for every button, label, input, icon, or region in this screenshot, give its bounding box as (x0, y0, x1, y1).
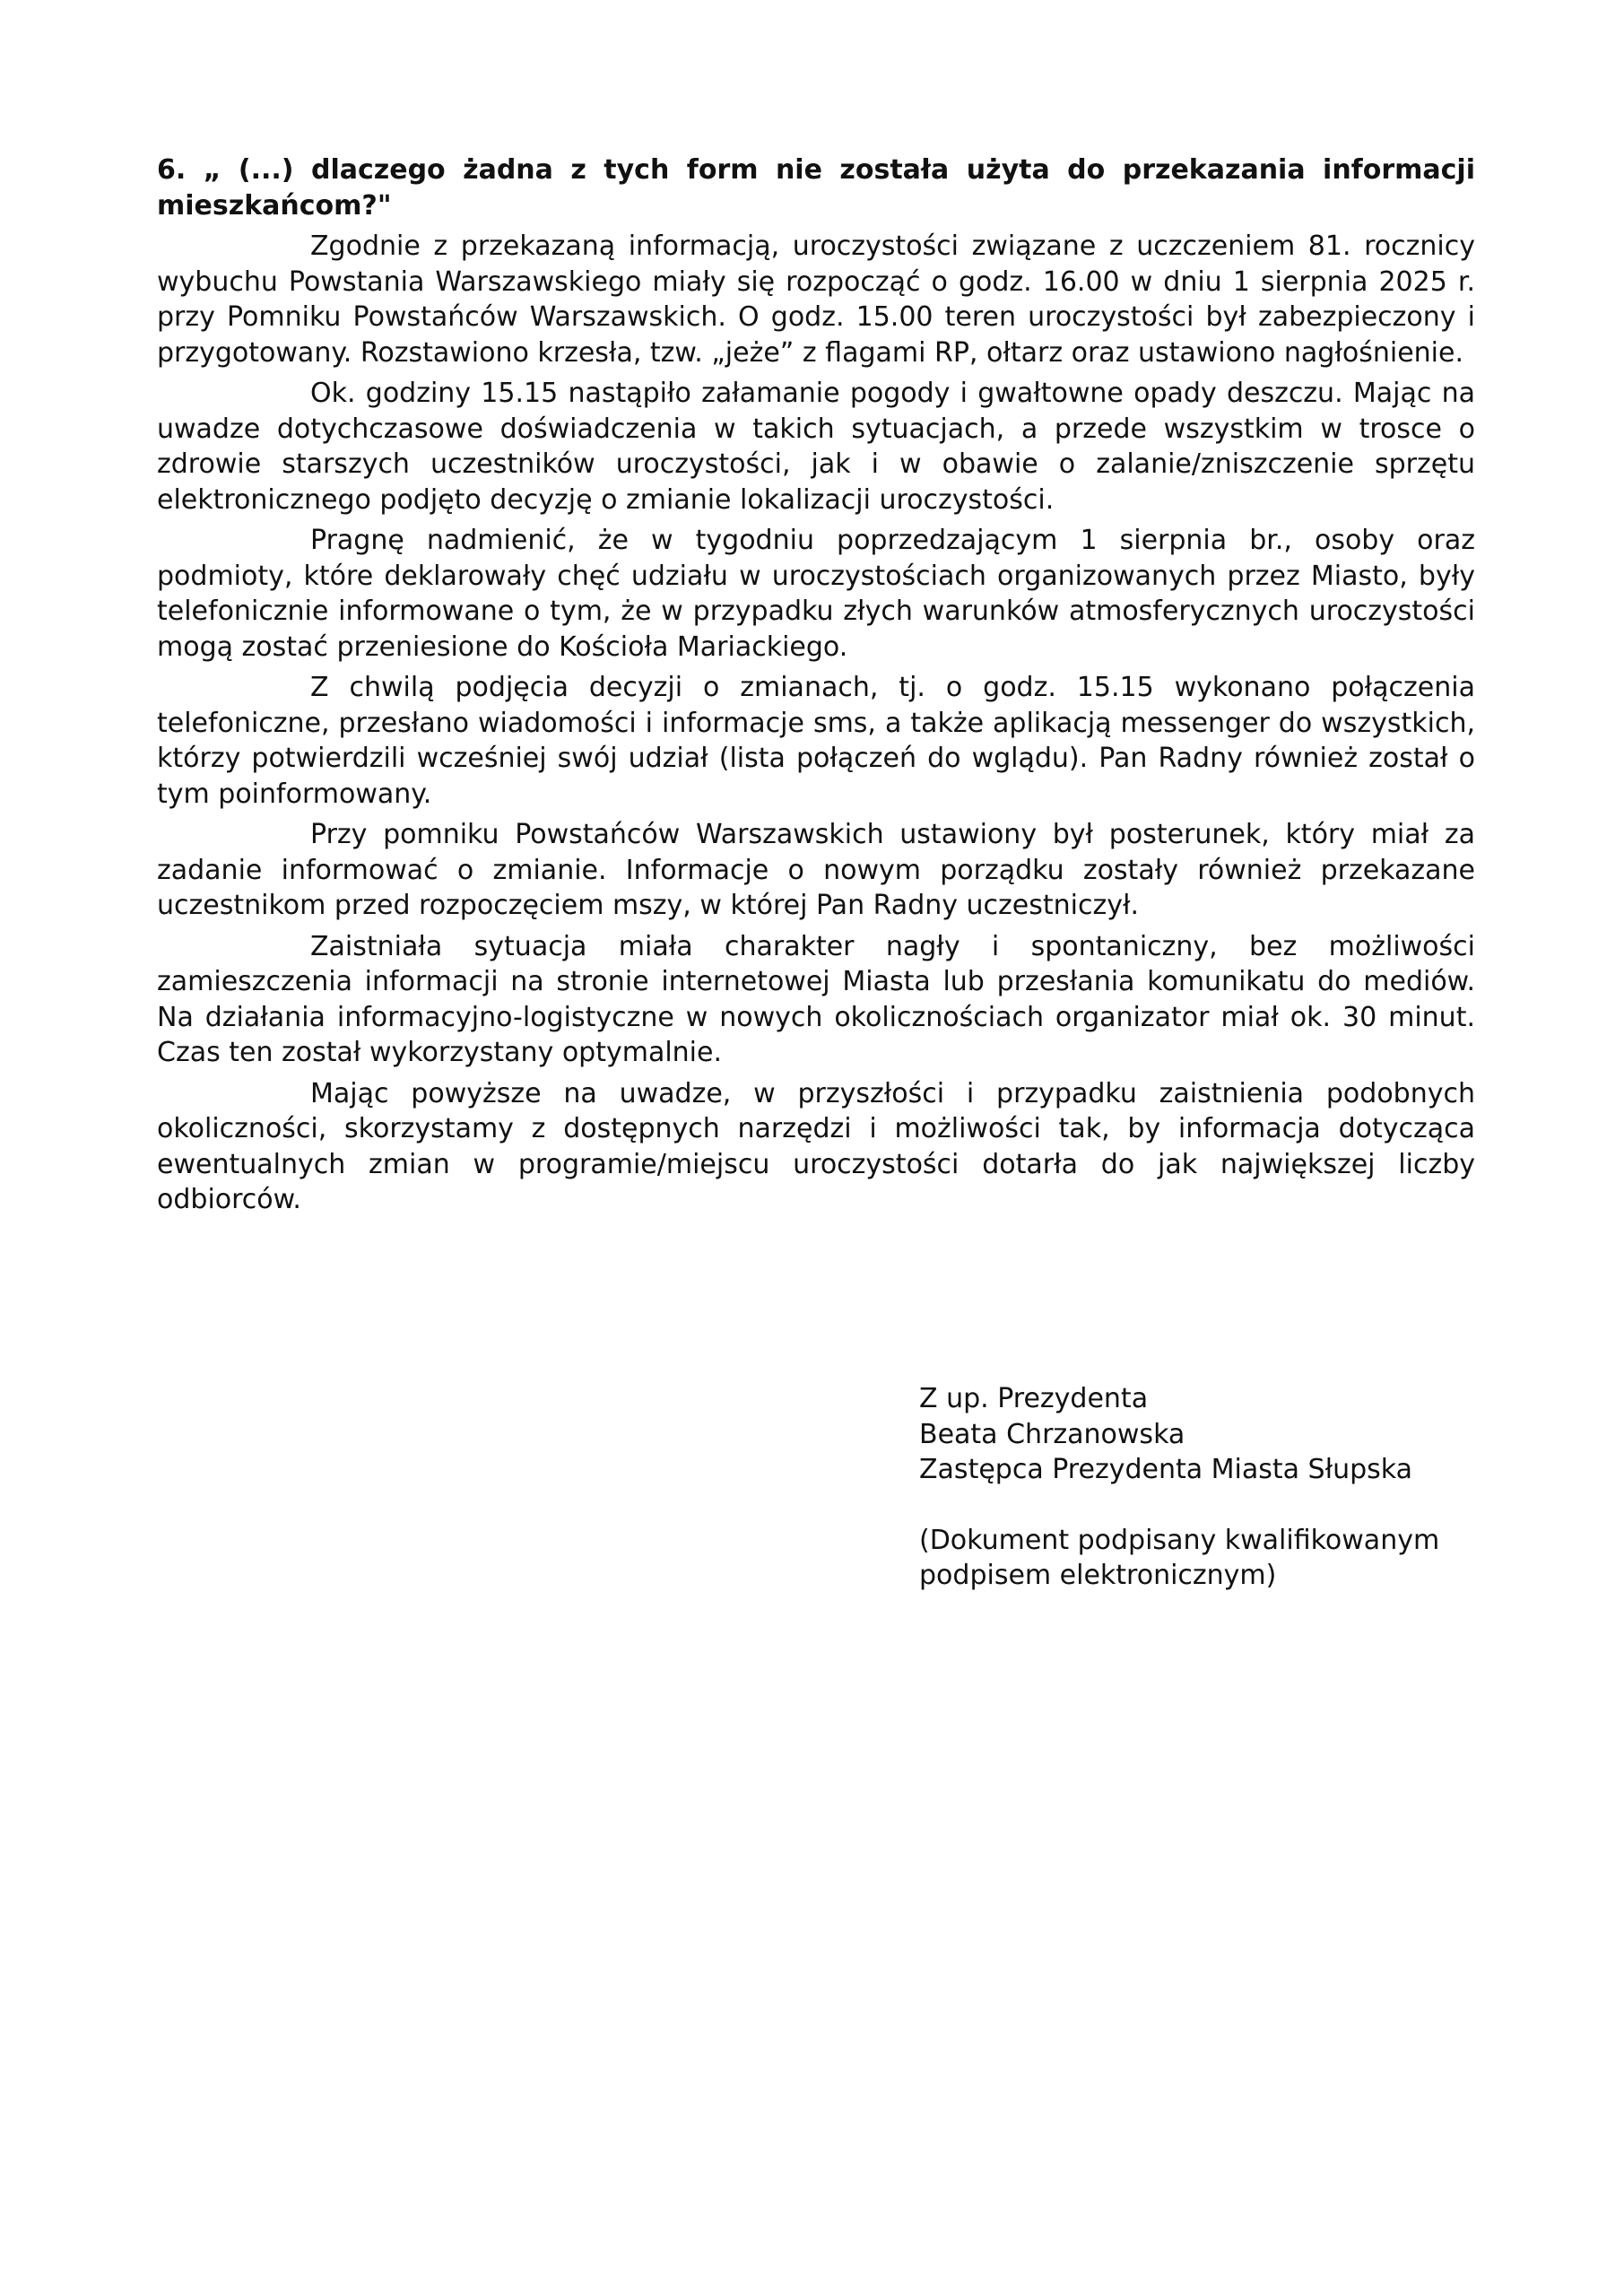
paragraph-2: Ok. godziny 15.15 nastąpiło załamanie pogody i gwałtowne opady deszczu. Mając na uwadze dotychczasowe doświadczenia w takich sytuacjach, a przede wszystkim w trosce o zdrowie starszych uczestników uroczystości, jak i w obawie o zalanie/zniszczenie sprzętu elektronicznego podjęto decyzję o zmianie lokalizacji uroczystości. (157, 378, 1475, 516)
signature-title: Zastępca Prezydenta Miasta Słupska (919, 1454, 1413, 1485)
paragraph-5: Przy pomniku Powstańców Warszawskich ustawiony był posterunek, który miał za zadanie informować o zmianie. Informacje o nowym porządku zostały również przekazane uczestnikom przed rozpoczęciem mszy, w której Pan Radny uczestniczył. (157, 819, 1475, 921)
signature-note-line-2: podpisem elektronicznym) (919, 1560, 1277, 1591)
paragraph-7: Mając powyższe na uwadze, w przyszłości i przypadku zaistnienia podobnych okoliczności, skorzystamy z dostępnych narzędzi i możliwości tak, by informacja dotycząca ewentualnych zmian w programie/miejscu uroczystości dotarła do jak największej liczby odbiorców. (157, 1077, 1475, 1215)
signature-name: Beata Chrzanowska (919, 1418, 1185, 1450)
document-body (157, 152, 1475, 1223)
paragraph-4: Z chwilą podjęcia decyzji o zmianach, tj. o godz. 15.15 wykonano połączenia telefoniczne, przesłano wiadomości i informacje sms, a także aplikacją messenger do wszystkich, którzy potwierdzili wcześniej swój udział (lista połączeń do wglądu). Pan Radny również został o tym poinformowany. (157, 672, 1475, 810)
signature-on-behalf: Z up. Prezydenta (919, 1383, 1149, 1414)
paragraph-3: Pragnę nadmienić, że w tygodniu poprzedzającym 1 sierpnia br., osoby oraz podmioty, które deklarowały chęć udziału w uroczystościach organizowanych przez Miasto, były telefonicznie informowane o tym, że w przypadku złych warunków atmosferycznych uroczystości mogą zostać przeniesione do Kościoła Mariackiego. (157, 525, 1475, 663)
signature-note-line-1: (Dokument podpisany kwalifikowanym (919, 1524, 1440, 1556)
paragraph-6: Zaistniała sytuacja miała charakter nagły i spontaniczny, bez możliwości zamieszczenia informacji na stronie internetowej Miasta lub przesłania komunikatu do mediów. Na działania informacyjno-logistyczne w nowych okolicznościach organizator miał ok. 30 minut. Czas ten został wykorzystany optymalnie. (157, 930, 1475, 1068)
paragraph-1: Zgodnie z przekazaną informacją, uroczystości związane z uczczeniem 81. rocznicy wybuchu Powstania Warszawskiego miały się rozpocząć o godz. 16.00 w dniu 1 sierpnia 2025 r. przy Pomniku Powstańców Warszawskich. O godz. 15.00 teren uroczystości był zabezpieczony i przygotowany. Rozstawiono krzesła, tzw. „jeże” z flagami RP, ołtarz oraz ustawiono nagłośnienie. (157, 230, 1475, 369)
signature-spacer (919, 1488, 1493, 1523)
signature-block (919, 1381, 1493, 1594)
question-heading: 6. „ (...) dlaczego żadna z tych form nie została użyta do przekazania informacji mieszkańcom?" (157, 154, 1475, 222)
